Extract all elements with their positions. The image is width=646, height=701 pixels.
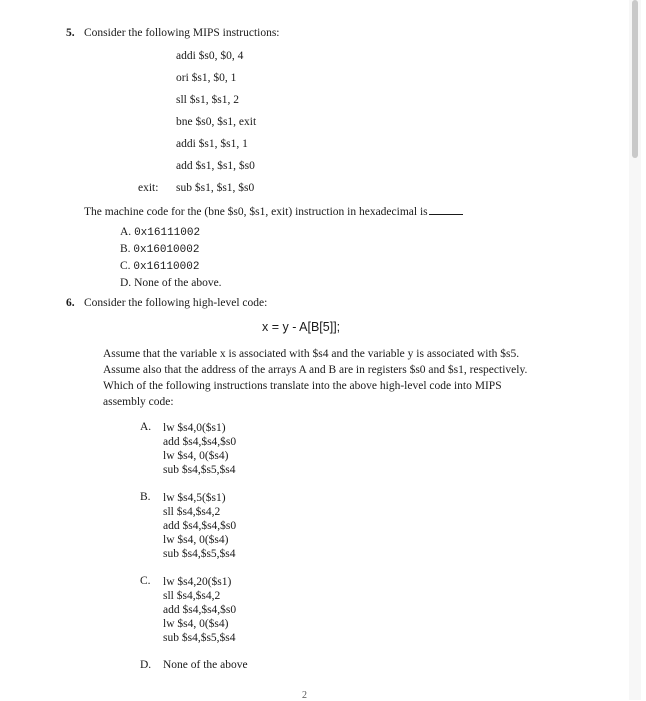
q6-a-line-1: lw $s4,0($s1) xyxy=(163,422,226,434)
q6-c-line-3: add $s4,$s4,$s0 xyxy=(163,604,237,616)
q6-paragraph: Assume that the variable x is associated with $s4 and the variable y is associated with $s5. Assume also that the address of the arrays A and B are in registers $s0 and $s1, respectively. Which of the following instructions translate into the above high-level code into MIPS assembly code: xyxy=(103,348,528,408)
q5-option-b-letter: B. xyxy=(120,243,131,255)
q6-prompt: Consider the following high-level code: xyxy=(84,297,268,309)
q5-prompt: Consider the following MIPS instructions: xyxy=(84,27,280,39)
q5-question-text: The machine code for the (bne $s0, $s1, exit) instruction in hexadecimal is xyxy=(84,206,428,218)
q6-number: 6. xyxy=(66,297,75,309)
q6-a-line-3: lw $s4, 0($s4) xyxy=(163,450,229,462)
page-number: 2 xyxy=(302,690,307,701)
q5-option-d xyxy=(120,277,222,289)
scrollbar-thumb[interactable] xyxy=(632,0,638,158)
q6-a-line-4: sub $s4,$s5,$s4 xyxy=(163,464,236,476)
q6-c-line-2: sll $s4,$s4,2 xyxy=(163,590,221,602)
q6-b-line-2: sll $s4,$s4,2 xyxy=(163,506,221,518)
q6-equation: x = y - A[B[5]]; xyxy=(262,320,341,334)
q6-b-line-4: lw $s4, 0($s4) xyxy=(163,534,229,546)
q6-option-b-letter: B. xyxy=(140,491,151,503)
q5-code-line-5: addi $s1, $s1, 1 xyxy=(176,138,248,150)
q5-question xyxy=(84,205,463,218)
q5-exit-label: exit: xyxy=(138,182,159,194)
q6-option-c-letter: C. xyxy=(140,575,151,587)
q6-option-c-code xyxy=(163,575,236,645)
q6-option-b-code xyxy=(163,491,236,561)
q6-a-line-2: add $s4,$s4,$s0 xyxy=(163,436,237,448)
q6-option-d-letter: D. xyxy=(140,659,152,671)
q5-option-a-letter: A. xyxy=(120,226,132,238)
q6-b-line-3: add $s4,$s4,$s0 xyxy=(163,520,237,532)
q5-option-c-text: 0x16110002 xyxy=(133,261,200,273)
q6-c-line-5: sub $s4,$s5,$s4 xyxy=(163,632,236,644)
q6-b-line-5: sub $s4,$s5,$s4 xyxy=(163,548,236,560)
q5-option-b-text: 0x16010002 xyxy=(133,244,200,256)
q5-option-b xyxy=(120,243,199,256)
q5-option-d-text: None of the above. xyxy=(134,277,222,289)
q5-option-c-letter: C. xyxy=(120,260,131,272)
q5-option-a-text: 0x16111002 xyxy=(134,227,201,239)
answer-blank xyxy=(429,205,463,215)
q5-code-line-1: addi $s0, $0, 4 xyxy=(176,50,244,62)
q5-exit-code: sub $s1, $s1, $s0 xyxy=(176,182,255,194)
q6-c-line-4: lw $s4, 0($s4) xyxy=(163,618,229,630)
q5-option-a xyxy=(120,226,200,239)
q5-option-c xyxy=(120,260,199,273)
q5-code-line-6: add $s1, $s1, $s0 xyxy=(176,160,255,172)
q5-code-line-3: sll $s1, $s1, 2 xyxy=(176,94,239,106)
q6-c-line-1: lw $s4,20($s1) xyxy=(163,576,232,588)
q6-option-d-text: None of the above xyxy=(163,659,248,671)
q6-b-line-1: lw $s4,5($s1) xyxy=(163,492,226,504)
q5-code-line-4: bne $s0, $s1, exit xyxy=(176,116,257,128)
q6-option-a-letter: A. xyxy=(140,421,152,433)
q5-option-d-letter: D. xyxy=(120,277,132,289)
q5-code-line-2: ori $s1, $0, 1 xyxy=(176,72,237,84)
q5-number: 5. xyxy=(66,27,75,39)
q6-option-a-code xyxy=(163,421,236,477)
